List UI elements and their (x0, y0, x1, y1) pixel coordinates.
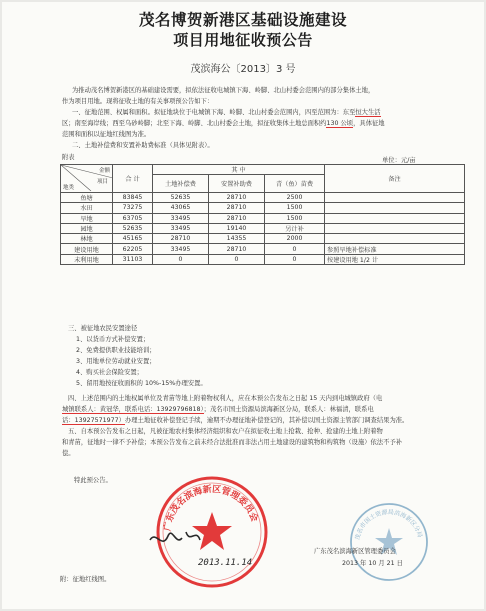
paragraph-scope-2: 区；南至海岸线；西至乌砂岭脚；北至下海、岭脚、北山村委会土地，拟征收集体土地总面积约130 公顷，具体征地 (62, 120, 385, 127)
remark-header: 备注 (325, 165, 465, 193)
table-row: 水田 73275 43065 28710 1500 (61, 203, 465, 213)
paragraph-intro-1: 为推动茂名博贺新港区的基础建设需要，拟依法征收电城镇下海、岭脚、北山村委会范围内的部分集体土地， (72, 87, 375, 94)
section3-item: 1、以货币方式补偿安置； (76, 336, 150, 343)
section3-item: 4、购买社会保险安置； (76, 369, 143, 376)
paragraph-intro-2: 作为项目用地。现将征收土地的有关事项预公告如下： (62, 98, 214, 105)
seedling-header: 青（鱼）苗费 (265, 175, 325, 193)
signature-date: 2013.11.14 (198, 558, 253, 568)
section3-title: 三、被征地农民安置途径 (68, 325, 138, 332)
table-caption: 附表 (62, 154, 75, 161)
paragraph-compensation: 二、土地补偿费和安置补助费标准（具体见附表）。 (72, 142, 214, 149)
resettle-header: 安置补助费 (209, 175, 265, 193)
document-page (2, 2, 484, 609)
paragraph-scope-1: 一、征地范围、权属和面积。拟征地块位于电城镇下海、岭脚、北山村委会范围内，四至范围为：东至恒大生活 (72, 109, 381, 116)
table-row: 旱地 63705 33495 28710 1500 (61, 213, 465, 223)
issuer-name: 广东茂名滨海新区管理委员会 (314, 548, 396, 555)
table-row: 园地 52635 33495 19140 另计补 (61, 223, 465, 233)
land-header: 土地补偿费 (153, 175, 209, 193)
section4-line1: 四、上述范围内的土地权属单位及青苗等地上附着物权利人，应在本预公告发布之日起 15 天内到电城镇政府（电 (68, 395, 383, 402)
issue-date: 2013 年 10 月 21 日 (342, 560, 403, 567)
total-header: 合 计 (113, 165, 153, 193)
group-header: 其 中 (153, 165, 325, 175)
section5-line1: 五、自本预公告发布之日起，凡被征地农村集体经济组织和农户在拟征收土地上抢栽、抢种、抢建的土地上附着物 (68, 428, 383, 435)
paragraph-scope-3: 范围和面积以征地红线图为准。 (62, 131, 151, 138)
handwritten-signature (142, 510, 282, 570)
document-title-line1: 茂名博贺新港区基础设施建设 (138, 10, 347, 29)
section5-line2: 和青苗，征地时一律不予补偿；本预公告发布之前未经合法批准而非法占用土地建设的建筑物和构筑物（设施）依法不予补 (62, 439, 403, 446)
contact-highlight-2: 话：13927571977） (62, 417, 125, 424)
document-number: 茂滨海公〔2013〕3 号 (190, 64, 296, 75)
seal-text: 广东茂名滨海新区管理委员会 (162, 484, 260, 532)
section3-item: 2、免费提供职业技能培训； (76, 347, 156, 354)
scope-east-highlight: 恒大生活 (355, 109, 381, 116)
area-highlight: 130 公顷 (326, 120, 354, 127)
diag-mid-label: 项目 (96, 179, 108, 185)
table-diagonal-header (61, 165, 113, 193)
closing-text: 特此预公告。 (74, 477, 112, 484)
diag-top-label: 金额 (98, 168, 110, 174)
section3-item: 5、留用地按征收面积的 10%-15%办理安置。 (76, 380, 207, 387)
table-row: 未利用地 31103 0 0 0 按建设用地 1/2 计 (61, 254, 465, 264)
diag-bottom-label: 地类 (63, 185, 75, 191)
contact-highlight-1: 城镇联系人：黄冠华，联系电话：13929796818） (62, 406, 204, 413)
secondary-seal-stamp (347, 500, 431, 584)
compensation-table (60, 164, 465, 265)
document-title-line2: 项目用地征收预公告 (173, 31, 313, 49)
seal2-text: 茂名市国土资源局滨海新区分局 (354, 508, 424, 541)
unit-label: 单位：元/亩 (382, 157, 416, 164)
attachment-note: 附：征地红线图。 (60, 576, 111, 583)
table-row: 鱼塘 83845 52635 28710 2500 (61, 193, 465, 203)
section3-item: 3、用地单位劳动就业安置； (76, 358, 156, 365)
section4-line2: 城镇联系人：黄冠华，联系电话：13929796818）；茂名市国土资源局滨海新区分局，联系人：林福清，联系电 (62, 406, 374, 413)
section4-line3: 话：13927571977）办理土地征收补偿登记手续，逾期不办理征地补偿登记的，其补偿以国土资源主管部门调查结果为准。 (62, 417, 409, 424)
table-row: 建设用地 62205 33495 28710 0 参照旱地补偿标准 (61, 244, 465, 254)
section5-line3: 偿。 (62, 450, 75, 457)
table-row: 林地 45165 28710 14355 2000 (61, 234, 465, 244)
